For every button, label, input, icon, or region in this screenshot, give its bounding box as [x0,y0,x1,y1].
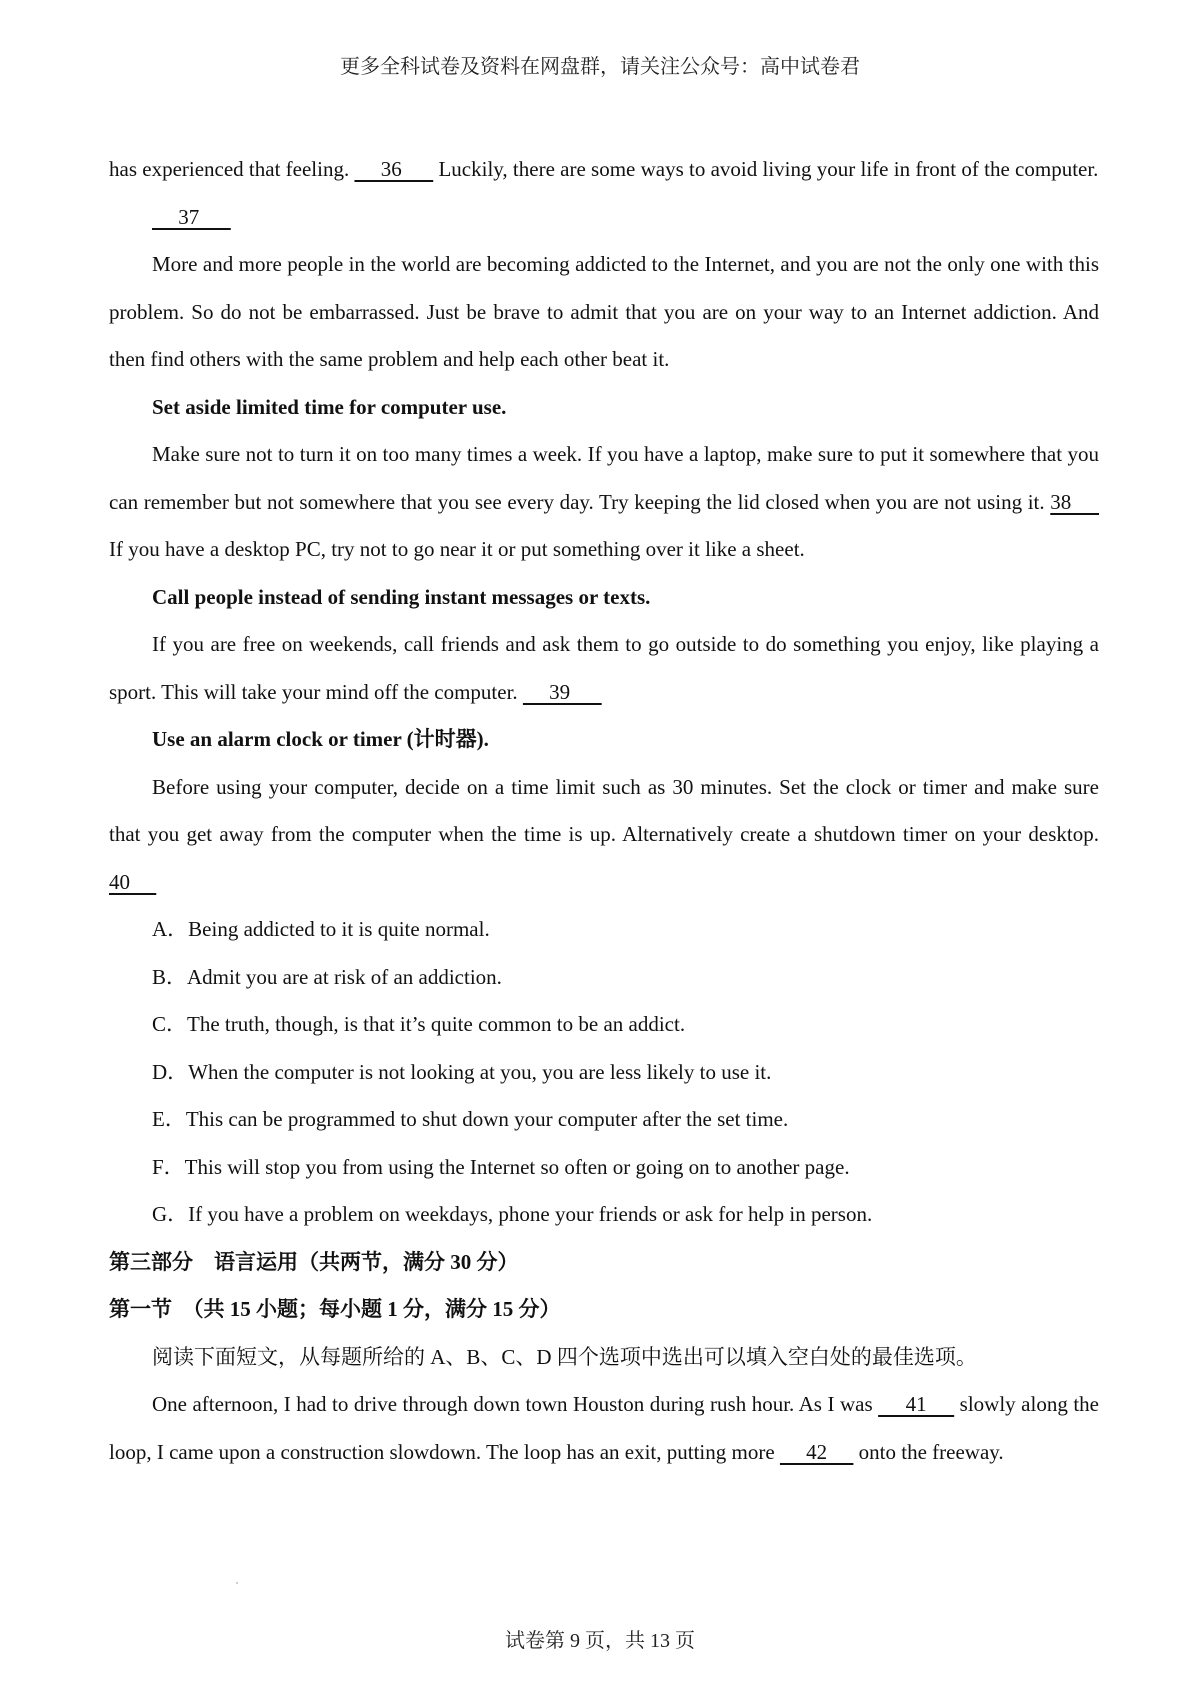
option-d: D．When the computer is not looking at you, you are less likely to use it. [152,1059,772,1084]
option-c: C．The truth, though, is that it’s quite common to be an addict. [152,1012,686,1036]
blank-41: 41 [878,1392,955,1416]
option-g: G．If you have a problem on weekdays, phone your friends or ask for help in person. [152,1202,873,1226]
main-content [109,146,1099,1476]
section-title: 第三部分 语言运用（共两节，满分 30 分） [109,1249,519,1274]
blank-37: 37 [152,204,231,229]
paragraph-weekends: If you are free on weekends, call friends and ask them to go outside to do something you enjoy, like playing a sport. This will take your mind off the computer. 39 [109,632,1099,704]
scan-speck [236,1582,238,1584]
paragraph-timer: Before using your computer, decide on a time limit such as 30 minutes. Set the clock or timer and make sure that you get away from the computer when the time is up. Alternatively create a shutdown timer on your desktop. 40 [109,774,1099,894]
heading-limited-time: Set aside limited time for computer use. [152,394,507,419]
option-e: E．This can be programmed to shut down your computer after the set time. [152,1107,789,1131]
paragraph-36: has experienced that feeling. 36 Luckily, there are some ways to avoid living your life in front of the computer. [109,157,1099,181]
option-b: B．Admit you are at risk of an addiction. [152,964,502,989]
passage-houston: One afternoon, I had to drive through down town Houston during rush hour. As I was 41 slowly along the loop, I came upon a construction slowdown. The loop has an exit, putting more 42 onto the freeway. [109,1392,1099,1464]
subsection-title: 第一节 （共 15 小题；每小题 1 分，满分 15 分） [109,1297,561,1321]
blank-40: 40 [109,869,157,894]
paragraph-laptop: Make sure not to turn it on too many times a week. If you have a laptop, make sure to put it somewhere that you can remember but not somewhere that you see every day. Try keeping the lid closed when you are not using it. 38 If you have a desktop PC, try not to go near it or put something over it like a sheet. [109,442,1099,561]
paragraph-addiction: More and more people in the world are becoming addicted to the Internet, and you are not the only one with this problem. So do not be embarrassed. Just be brave to admit that you are on your way to an Internet addiction. And then find others with the same problem and help each other beat it. [109,252,1099,371]
instruction: 阅读下面短文，从每题所给的 A、B、C、D 四个选项中选出可以填入空白处的最佳选项。 [152,1344,977,1369]
option-a: A．Being addicted to it is quite normal. [152,917,490,941]
blank-37-line [109,194,1099,242]
blank-38: 38 [1050,489,1099,514]
option-f: F．This will stop you from using the Internet so often or going on to another page. [152,1154,850,1179]
blank-39: 39 [522,679,602,704]
page-header: 更多全科试卷及资料在网盘群，请关注公众号：高中试卷君 [340,56,860,78]
blank-36: 36 [354,157,434,181]
heading-call-people: Call people instead of sending instant messages or texts. [152,584,651,609]
heading-alarm-clock: Use an alarm clock or timer (计时器). [152,727,489,751]
blank-42: 42 [779,1439,854,1464]
page-footer: 试卷第 9 页，共 13 页 [505,1630,695,1652]
